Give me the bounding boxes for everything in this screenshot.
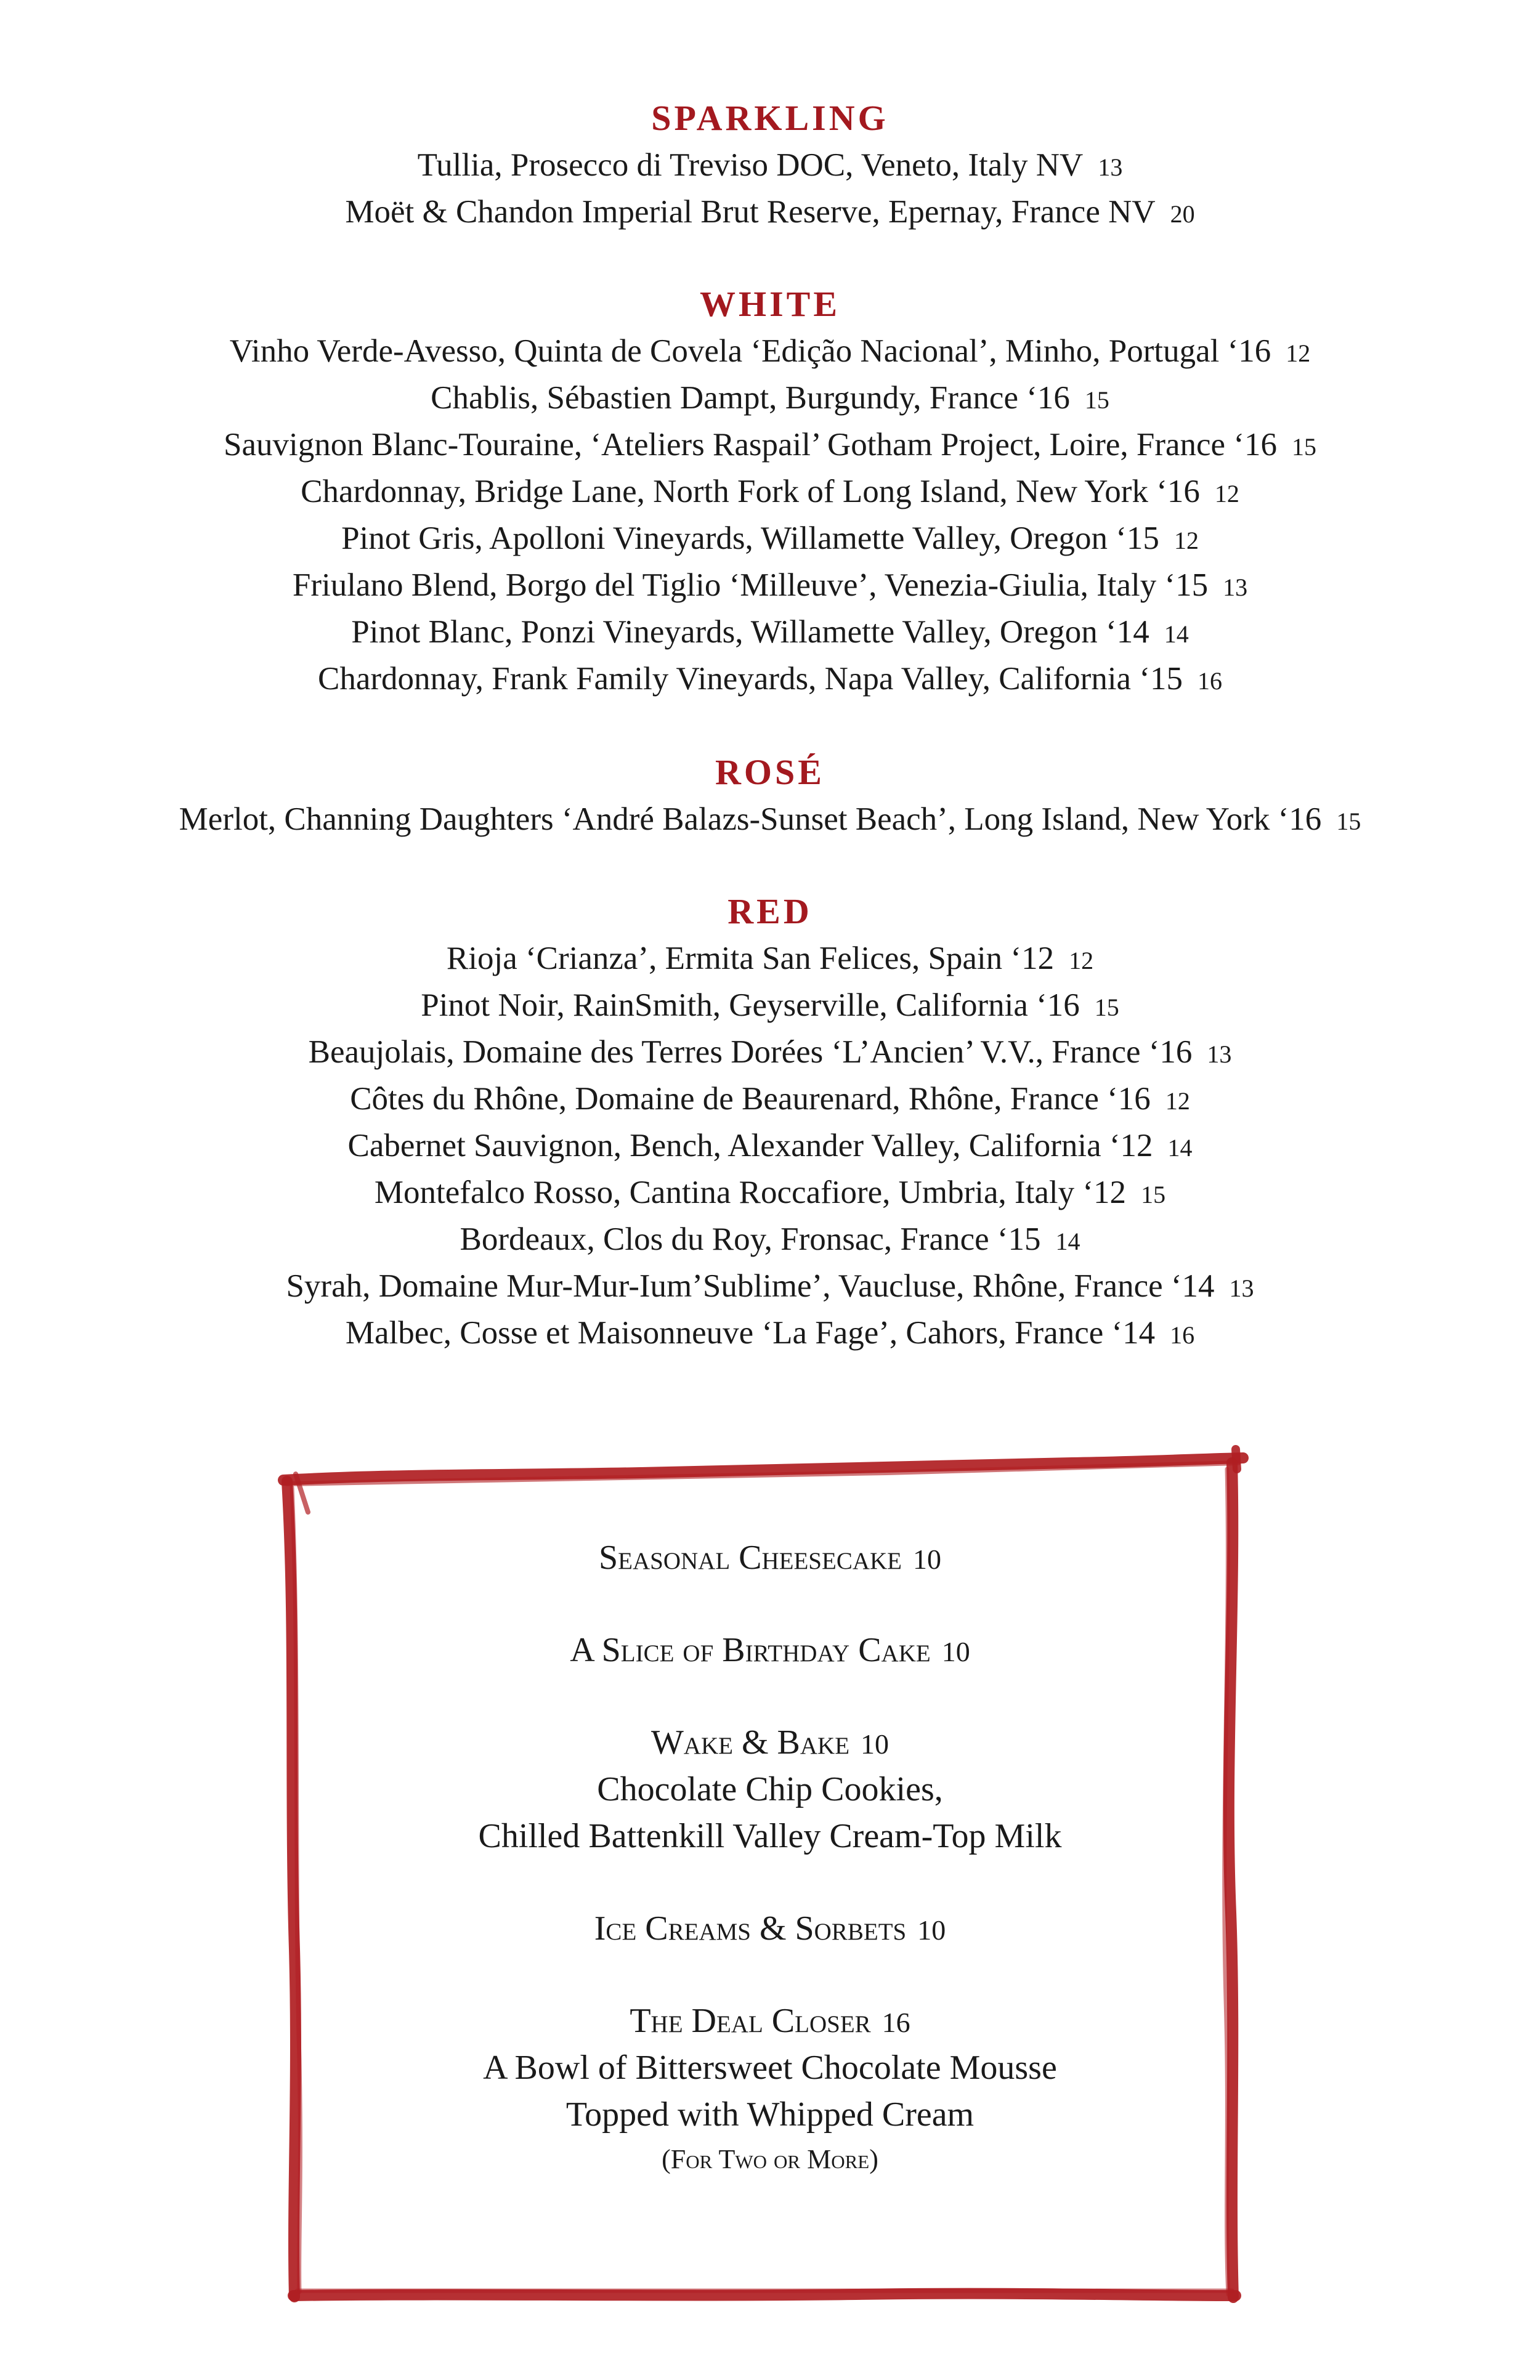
wine-name: Bordeaux, Clos du Roy, Fronsac, France ‘15 bbox=[460, 1221, 1041, 1257]
wine-price: 12 bbox=[1165, 1087, 1190, 1115]
wine-item bbox=[0, 1263, 1540, 1309]
wine-name: Pinot Blanc, Ponzi Vineyards, Willamette Valley, Oregon ‘14 bbox=[351, 614, 1149, 650]
section-title: RED bbox=[727, 891, 813, 931]
wine-item bbox=[0, 1075, 1540, 1122]
wine-name: Syrah, Domaine Mur-Mur-Ium’Sublime’, Vaucluse, Rhône, France ‘14 bbox=[286, 1268, 1215, 1304]
dessert-name: A Slice of Birthday Cake bbox=[570, 1631, 931, 1669]
dessert-item bbox=[271, 1534, 1269, 1581]
wine-item bbox=[0, 142, 1540, 188]
dessert-price: 16 bbox=[881, 2007, 910, 2038]
wine-price: 14 bbox=[1167, 1134, 1193, 1162]
wine-name: Friulano Blend, Borgo del Tiglio ‘Milleuve’, Venezia-Giulia, Italy ‘15 bbox=[292, 567, 1209, 603]
wine-price: 13 bbox=[1223, 573, 1248, 601]
wine-item bbox=[0, 655, 1540, 702]
wine-name: Cabernet Sauvignon, Bench, Alexander Valley, California ‘12 bbox=[347, 1128, 1153, 1164]
dessert-description: A Bowl of Bittersweet Chocolate Mousse bbox=[483, 2049, 1057, 2087]
wine-item bbox=[0, 1029, 1540, 1075]
wine-name: Chardonnay, Bridge Lane, North Fork of Long Island, New York ‘16 bbox=[301, 474, 1200, 509]
dessert-price: 10 bbox=[941, 1636, 970, 1667]
wine-name: Beaujolais, Domaine des Terres Dorées ‘L’Ancien’ V.V., France ‘16 bbox=[308, 1034, 1193, 1070]
wine-item bbox=[0, 1122, 1540, 1169]
wine-price: 15 bbox=[1141, 1181, 1166, 1208]
section-white bbox=[0, 281, 1540, 702]
wine-item bbox=[0, 188, 1540, 235]
dessert-description: Topped with Whipped Cream bbox=[565, 2095, 975, 2134]
wine-price: 16 bbox=[1197, 667, 1222, 695]
dessert-item bbox=[271, 1627, 1269, 1674]
dessert-box bbox=[271, 1444, 1269, 2310]
dessert-item bbox=[271, 1905, 1269, 1952]
wine-item bbox=[0, 328, 1540, 374]
wine-name: Rioja ‘Crianza’, Ermita San Felices, Spain ‘12 bbox=[446, 941, 1055, 976]
dessert-name: Wake & Bake bbox=[650, 1723, 850, 1762]
section-title: ROSÉ bbox=[715, 752, 825, 792]
wine-item bbox=[0, 982, 1540, 1029]
dessert-name: Seasonal Cheesecake bbox=[599, 1539, 902, 1577]
dessert-note: (For Two or More) bbox=[662, 2144, 878, 2174]
dessert-description: Chilled Battenkill Valley Cream-Top Milk bbox=[478, 1817, 1062, 1855]
wine-price: 15 bbox=[1336, 808, 1361, 835]
wine-item bbox=[0, 1216, 1540, 1263]
wine-item bbox=[0, 468, 1540, 515]
wine-name: Merlot, Channing Daughters ‘André Balazs-Sunset Beach’, Long Island, New York ‘16 bbox=[179, 801, 1322, 837]
wine-price: 14 bbox=[1055, 1228, 1080, 1255]
dessert-price: 10 bbox=[917, 1914, 946, 1946]
dessert-name: The Deal Closer bbox=[630, 2002, 871, 2040]
wine-price: 16 bbox=[1170, 1321, 1195, 1349]
wine-item bbox=[0, 374, 1540, 421]
dessert-item bbox=[271, 1997, 1269, 2181]
section-title: WHITE bbox=[699, 284, 841, 324]
wine-item bbox=[0, 421, 1540, 468]
wine-name: Malbec, Cosse et Maisonneuve ‘La Fage’, Cahors, France ‘14 bbox=[345, 1315, 1156, 1351]
wine-item bbox=[0, 1169, 1540, 1216]
wine-item bbox=[0, 1309, 1540, 1356]
wine-name: Pinot Gris, Apolloni Vineyards, Willamette Valley, Oregon ‘15 bbox=[341, 520, 1159, 556]
dessert-description: Chocolate Chip Cookies, bbox=[597, 1770, 943, 1808]
wine-price: 12 bbox=[1069, 947, 1094, 974]
wine-name: Côtes du Rhône, Domaine de Beaurenard, Rhône, France ‘16 bbox=[350, 1081, 1151, 1117]
wine-price: 14 bbox=[1164, 620, 1189, 648]
section-sparkling bbox=[0, 95, 1540, 235]
wine-name: Montefalco Rosso, Cantina Roccafiore, Umbria, Italy ‘12 bbox=[374, 1175, 1127, 1210]
wine-name: Chablis, Sébastien Dampt, Burgundy, France ‘16 bbox=[431, 380, 1070, 416]
wine-price: 20 bbox=[1170, 200, 1195, 228]
wine-name: Tullia, Prosecco di Treviso DOC, Veneto, Italy NV bbox=[417, 147, 1084, 183]
dessert-price: 10 bbox=[912, 1544, 941, 1575]
section-red bbox=[0, 888, 1540, 1356]
wine-name: Pinot Noir, RainSmith, Geyserville, California ‘16 bbox=[421, 987, 1080, 1023]
wine-price: 12 bbox=[1173, 527, 1199, 554]
wine-price: 13 bbox=[1207, 1040, 1232, 1068]
wine-name: Moët & Chandon Imperial Brut Reserve, Epernay, France NV bbox=[345, 194, 1156, 230]
wine-price: 15 bbox=[1084, 386, 1109, 414]
wine-price: 15 bbox=[1291, 433, 1316, 461]
wine-price: 12 bbox=[1286, 339, 1311, 367]
wine-name: Sauvignon Blanc-Touraine, ‘Ateliers Raspail’ Gotham Project, Loire, France ‘16 bbox=[224, 427, 1277, 463]
wine-price: 15 bbox=[1094, 994, 1119, 1021]
wine-price: 12 bbox=[1214, 480, 1239, 508]
dessert-name: Ice Creams & Sorbets bbox=[594, 1909, 907, 1948]
wine-price: 13 bbox=[1229, 1274, 1254, 1302]
wine-name: Chardonnay, Frank Family Vineyards, Napa Valley, California ‘15 bbox=[318, 661, 1183, 697]
wine-price: 13 bbox=[1098, 153, 1123, 181]
section-title: SPARKLING bbox=[651, 98, 889, 138]
dessert-price: 10 bbox=[861, 1728, 890, 1760]
wine-item bbox=[0, 796, 1540, 843]
wine-item bbox=[0, 515, 1540, 562]
section-rose bbox=[0, 749, 1540, 843]
wine-item bbox=[0, 562, 1540, 609]
dessert-item bbox=[271, 1719, 1269, 1860]
wine-name: Vinho Verde-Avesso, Quinta de Covela ‘Edição Nacional’, Minho, Portugal ‘16 bbox=[229, 333, 1271, 369]
wine-item bbox=[0, 935, 1540, 982]
wine-item bbox=[0, 609, 1540, 655]
